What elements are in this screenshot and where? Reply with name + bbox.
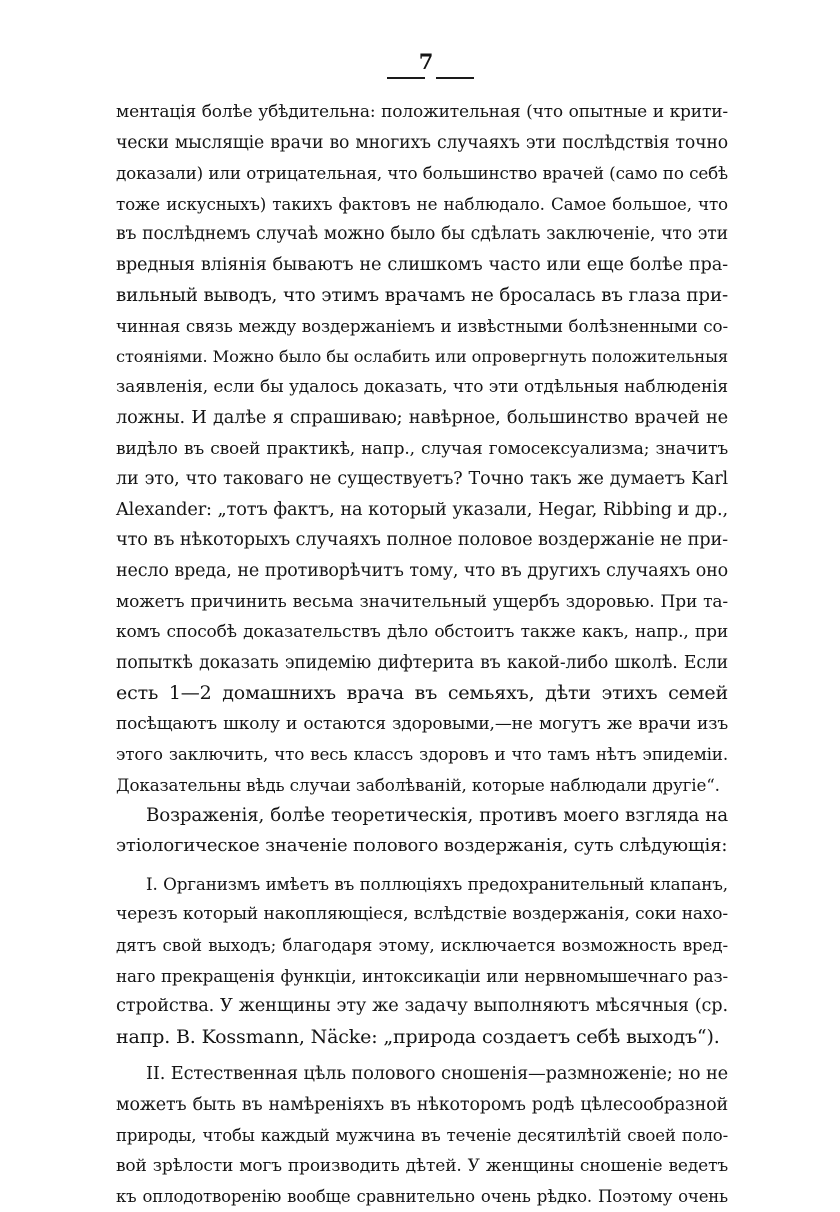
text-line: черезъ который накопляющіеся, вслѣдствіе воздержанія, соки нахо- — [116, 904, 728, 925]
text-line: вильный выводъ, что этимъ врачамъ не бросалась въ глаза при- — [116, 284, 728, 306]
text-line: природы, чтобы каждый мужчина въ теченіе десятилѣтій своей поло- — [116, 1125, 728, 1145]
text-line: ложны. И далѣе я спрашиваю; навѣрное, большинство врачей не — [116, 407, 728, 428]
text-line: видѣло въ своей практикѣ, напр., случая гомосексуализма; значитъ — [116, 438, 728, 459]
text-line: Alexander: „тотъ фактъ, на который указали, Hegar, Ribbing и др., — [116, 499, 728, 520]
text-line: тоже искусныхъ) такихъ фактовъ не наблюдало. Самое большое, что — [116, 193, 728, 214]
text-line: напр. B. Kossmann, Näcke: „природа создаетъ себѣ выходъ“). — [116, 1025, 720, 1048]
text-line: этого заключить, что весь классъ здоровъ и что тамъ нѣтъ эпидеміи. — [116, 744, 728, 765]
body-text — [116, 97, 728, 1212]
text-line: что въ нѣкоторыхъ случаяхъ полное половое воздержаніе не при- — [116, 530, 728, 551]
text-line: несло вреда, не противорѣчитъ тому, что въ другихъ случаяхъ оно — [116, 560, 728, 581]
text-line: заявленія, если бы удалось доказать, что эти отдѣльныя наблюденія — [116, 377, 728, 398]
text-line: вой зрѣлости могъ производить дѣтей. У женщины сношеніе ведетъ — [116, 1156, 728, 1177]
text-line: Возраженія, болѣе теоретическія, противъ моего взгляда на — [146, 804, 728, 826]
text-line: попыткѣ доказать эпидемію дифтерита въ какой-либо школѣ. Если — [116, 652, 728, 673]
text-line: ли это, что таковаго не существуетъ? Точно такъ же думаетъ Karl — [116, 469, 728, 490]
paragraph-gap — [116, 1052, 728, 1059]
text-line: можетъ быть въ намѣреніяхъ въ нѣкоторомъ родѣ цѣлесообразной — [116, 1095, 728, 1115]
text-line: наго прекращенія функціи, интоксикаціи или нервномышечнаго раз- — [116, 965, 728, 986]
text-line: вредныя вліянія бываютъ не слишкомъ часто или еще болѣе пра- — [116, 254, 728, 275]
text-line: комъ способѣ доказательствъ дѣло обстоитъ также какъ, напр., при — [116, 622, 728, 643]
page-number: 7 — [418, 49, 434, 74]
text-line: дятъ свой выходъ; благодаря этому, исключается возможность вред- — [116, 935, 728, 956]
text-line: чески мыслящіе врачи во многихъ случаяхъ эти послѣдствія точно — [116, 132, 728, 153]
text-line: можетъ причинить весьма значительный ущербъ здоровью. При та- — [116, 591, 728, 612]
text-line: доказали) или отрицательная, что большинство врачей (само по себѣ — [116, 163, 728, 184]
header-rule-right — [436, 77, 474, 79]
paragraph-gap — [116, 862, 728, 869]
text-line: ментація болѣе убѣдительна: положительная (что опытные и крити- — [116, 102, 728, 122]
text-line: стояніями. Можно было бы ослабить или опровергнуть положительныя — [116, 346, 728, 366]
text-line: посѣщаютъ школу и остаются здоровыми,—не могутъ же врачи изъ — [116, 713, 728, 734]
header-rule-left — [387, 77, 425, 79]
text-line: Доказательны вѣдь случаи заболѣваній, которые наблюдали другіе“. — [116, 775, 720, 796]
text-line: есть 1—2 домашнихъ врача въ семьяхъ, дѣти этихъ семей — [116, 682, 728, 705]
text-line: II. Естественная цѣль полового сношенія—размноженіе; но не — [146, 1064, 728, 1085]
text-line: I. Организмъ имѣетъ въ поллюціяхъ предохранительный клапанъ, — [146, 873, 728, 894]
text-line: стройства. У женщины эту же задачу выполняютъ мѣсячныя (ср. — [116, 996, 728, 1017]
text-line: въ послѣднемъ случаѣ можно было бы сдѣлать заключеніе, что эти — [116, 224, 728, 245]
text-line: этіологическое значеніе полового воздержанія, суть слѣдующія: — [116, 835, 728, 857]
page-header — [0, 50, 840, 86]
text-line: къ оплодотворенію вообще сравнительно очень рѣдко. Поэтому очень — [116, 1186, 728, 1206]
text-line: чинная связь между воздержаніемъ и извѣстными болѣзненными со- — [116, 316, 728, 337]
